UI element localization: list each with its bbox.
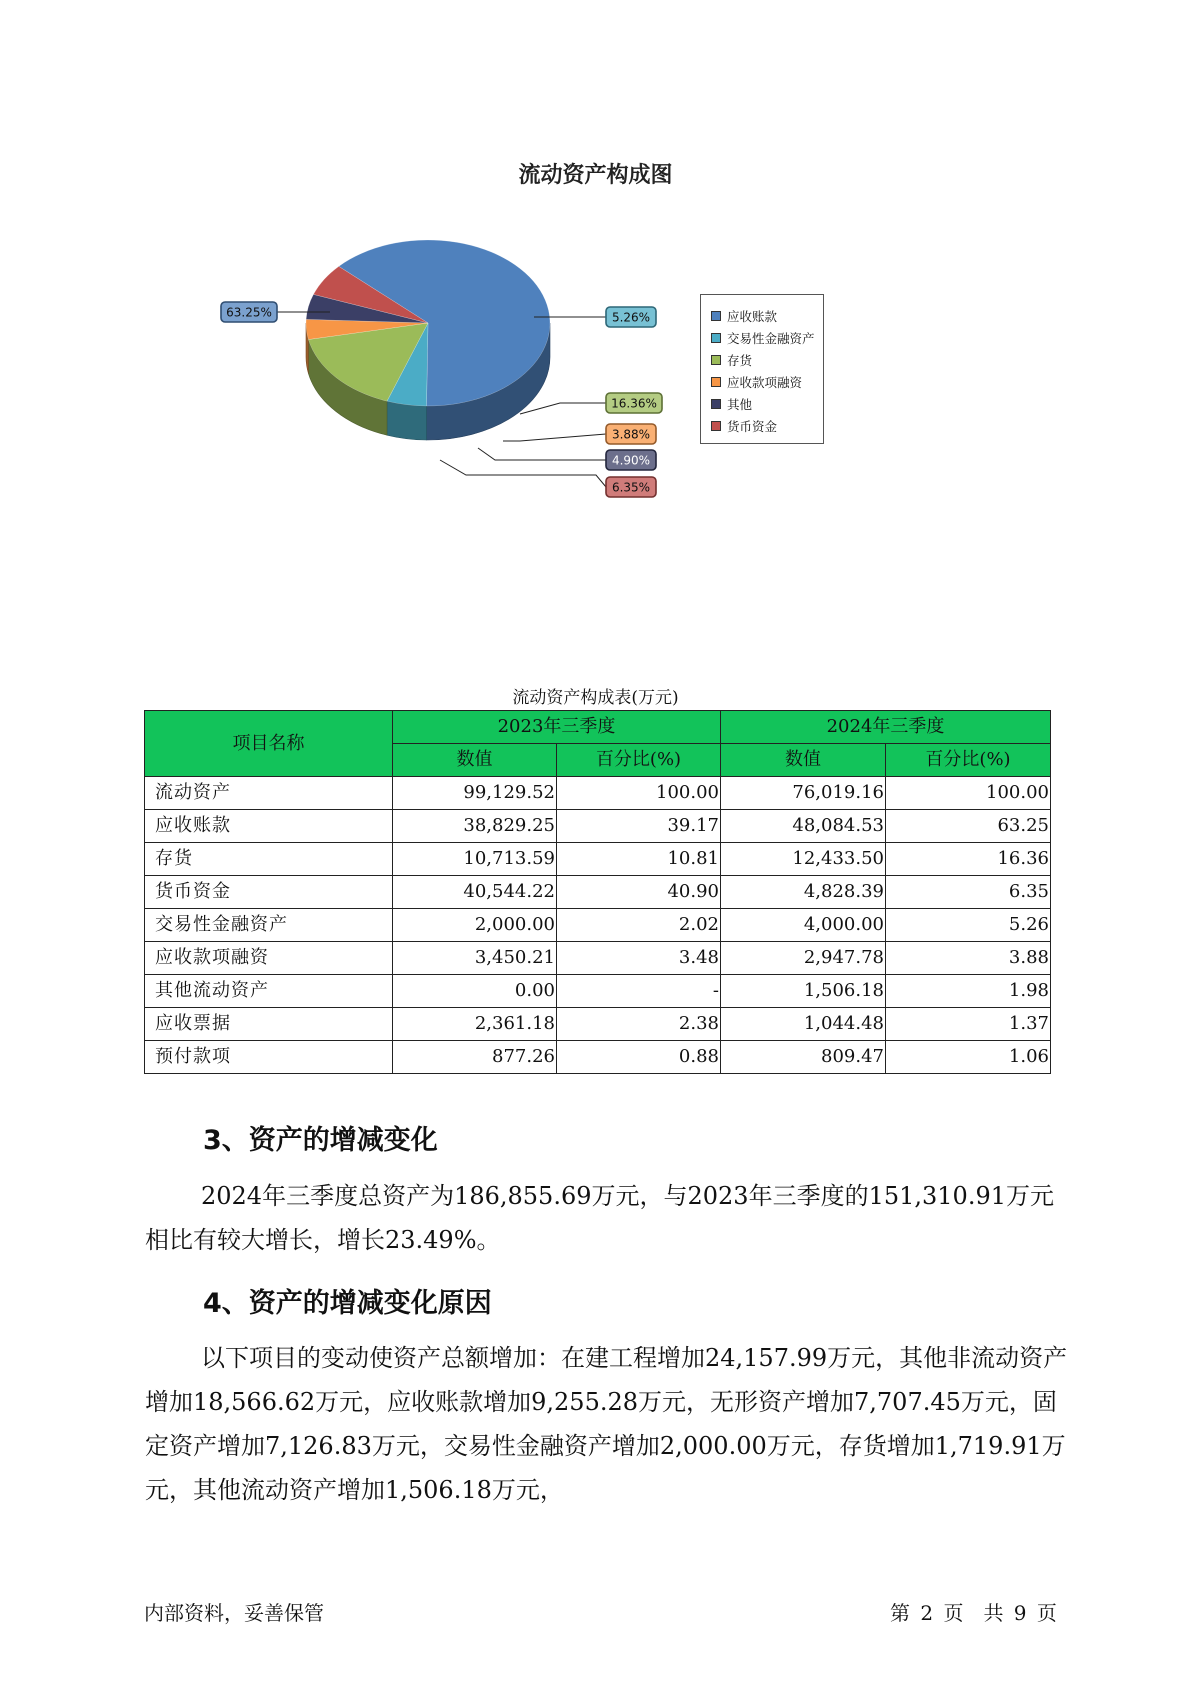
row-label: 存货 (145, 843, 393, 876)
legend-swatch (711, 355, 721, 365)
table-row (145, 843, 1051, 876)
legend-swatch (711, 333, 721, 343)
table-cell: 877.26 (393, 1041, 557, 1074)
row-label: 预付款项 (145, 1041, 393, 1074)
table-cell: 38,829.25 (393, 810, 557, 843)
legend-swatch (711, 421, 721, 431)
pie-chart (0, 0, 1191, 500)
table-cell: 3,450.21 (393, 942, 557, 975)
table-cell: 39.17 (557, 810, 721, 843)
subheader-value-2024: 数值 (721, 744, 886, 777)
table-row (145, 909, 1051, 942)
table-cell: 100.00 (557, 777, 721, 810)
header-item-name: 项目名称 (145, 711, 393, 777)
table-cell: 16.36 (886, 843, 1051, 876)
table-row (145, 975, 1051, 1008)
row-label: 应收票据 (145, 1008, 393, 1041)
label-leader-line (440, 460, 606, 487)
label-leader-line (503, 434, 606, 441)
section-4-paragraph: 以下项目的变动使资产总额增加：在建工程增加24,157.99万元，其他非流动资产增加18,566.62万元，应收账款增加9,255.28万元，无形资产增加7,707.45万元，固定资产增加7,126.83万元，交易性金融资产增加2,000.00万元，存货增加1,719.91万元，其他流动资产增加1,506.18万元， (145, 1344, 1068, 1504)
footer-confidential: 内部资料，妥善保管 (144, 1601, 324, 1625)
footer-page-number: 第 2 页 共 9 页 (890, 1601, 1057, 1625)
table-cell: 12,433.50 (721, 843, 886, 876)
table-caption: 流动资产构成表(万元) (512, 688, 679, 708)
row-label: 应收款项融资 (145, 942, 393, 975)
table-cell: 1.37 (886, 1008, 1051, 1041)
legend-item (711, 305, 823, 327)
pie-slice-side (387, 401, 427, 440)
row-label: 流动资产 (145, 777, 393, 810)
table-cell: 1.98 (886, 975, 1051, 1008)
table-cell: 3.48 (557, 942, 721, 975)
subheader-percent-2023: 百分比(%) (557, 744, 721, 777)
table-cell: 40.90 (557, 876, 721, 909)
table-cell: 40,544.22 (393, 876, 557, 909)
legend-label: 应收账款 (727, 309, 778, 324)
header-period-2024: 2024年三季度 (721, 711, 1051, 744)
table-cell: 1.06 (886, 1041, 1051, 1074)
table-cell: 2.38 (557, 1008, 721, 1041)
legend-label: 货币资金 (727, 419, 778, 434)
legend-item (711, 393, 823, 415)
table-cell: 809.47 (721, 1041, 886, 1074)
table-row (145, 777, 1051, 810)
section-3-paragraph: 2024年三季度总资产为186,855.69万元，与2023年三季度的151,310.91万元相比有较大增长，增长23.49%。 (145, 1182, 1054, 1254)
row-label: 交易性金融资产 (145, 909, 393, 942)
legend-item (711, 349, 823, 371)
table-cell: 10,713.59 (393, 843, 557, 876)
table-cell: 63.25 (886, 810, 1051, 843)
legend-label: 应收款项融资 (727, 375, 803, 390)
legend-item (711, 371, 823, 393)
chart-legend (700, 294, 824, 444)
table-row (145, 810, 1051, 843)
table-cell: 0.88 (557, 1041, 721, 1074)
row-label: 其他流动资产 (145, 975, 393, 1008)
legend-label: 其他 (727, 397, 753, 412)
legend-label: 交易性金融资产 (727, 331, 815, 346)
table-row (145, 876, 1051, 909)
table-cell: 48,084.53 (721, 810, 886, 843)
row-label: 应收账款 (145, 810, 393, 843)
subheader-percent-2024: 百分比(%) (886, 744, 1051, 777)
chart-title: 流动资产构成图 (518, 163, 673, 188)
legend-item (711, 327, 823, 349)
table-row (145, 1008, 1051, 1041)
section-3-heading: 3、资产的增减变化 (203, 1125, 438, 1156)
label-leader-line (520, 403, 606, 414)
data-label: 4.90% (611, 453, 651, 468)
table-cell: 5.26 (886, 909, 1051, 942)
legend-swatch (711, 311, 721, 321)
data-label: 6.35% (611, 480, 651, 495)
table-cell: 4,000.00 (721, 909, 886, 942)
data-label: 16.36% (611, 396, 657, 411)
table-cell: 6.35 (886, 876, 1051, 909)
table-cell: 3.88 (886, 942, 1051, 975)
legend-item (711, 415, 823, 437)
label-leader-line (478, 448, 606, 460)
table-cell: - (557, 975, 721, 1008)
current-assets-table (144, 710, 1051, 1074)
table-cell: 2.02 (557, 909, 721, 942)
table-cell: 1,044.48 (721, 1008, 886, 1041)
data-label: 5.26% (611, 310, 651, 325)
legend-swatch (711, 377, 721, 387)
table-cell: 10.81 (557, 843, 721, 876)
table-cell: 4,828.39 (721, 876, 886, 909)
legend-swatch (711, 399, 721, 409)
section-4-heading: 4、资产的增减变化原因 (203, 1288, 492, 1319)
data-label: 63.25% (226, 305, 272, 320)
table-cell: 1,506.18 (721, 975, 886, 1008)
table-cell: 0.00 (393, 975, 557, 1008)
table-cell: 99,129.52 (393, 777, 557, 810)
table-cell: 100.00 (886, 777, 1051, 810)
row-label: 货币资金 (145, 876, 393, 909)
legend-label: 存货 (727, 353, 753, 368)
table-cell: 2,000.00 (393, 909, 557, 942)
table-row (145, 942, 1051, 975)
table-row (145, 1041, 1051, 1074)
subheader-value-2023: 数值 (393, 744, 557, 777)
table-cell: 2,361.18 (393, 1008, 557, 1041)
table-cell: 76,019.16 (721, 777, 886, 810)
data-label: 3.88% (611, 427, 651, 442)
table-cell: 2,947.78 (721, 942, 886, 975)
header-period-2023: 2023年三季度 (393, 711, 721, 744)
